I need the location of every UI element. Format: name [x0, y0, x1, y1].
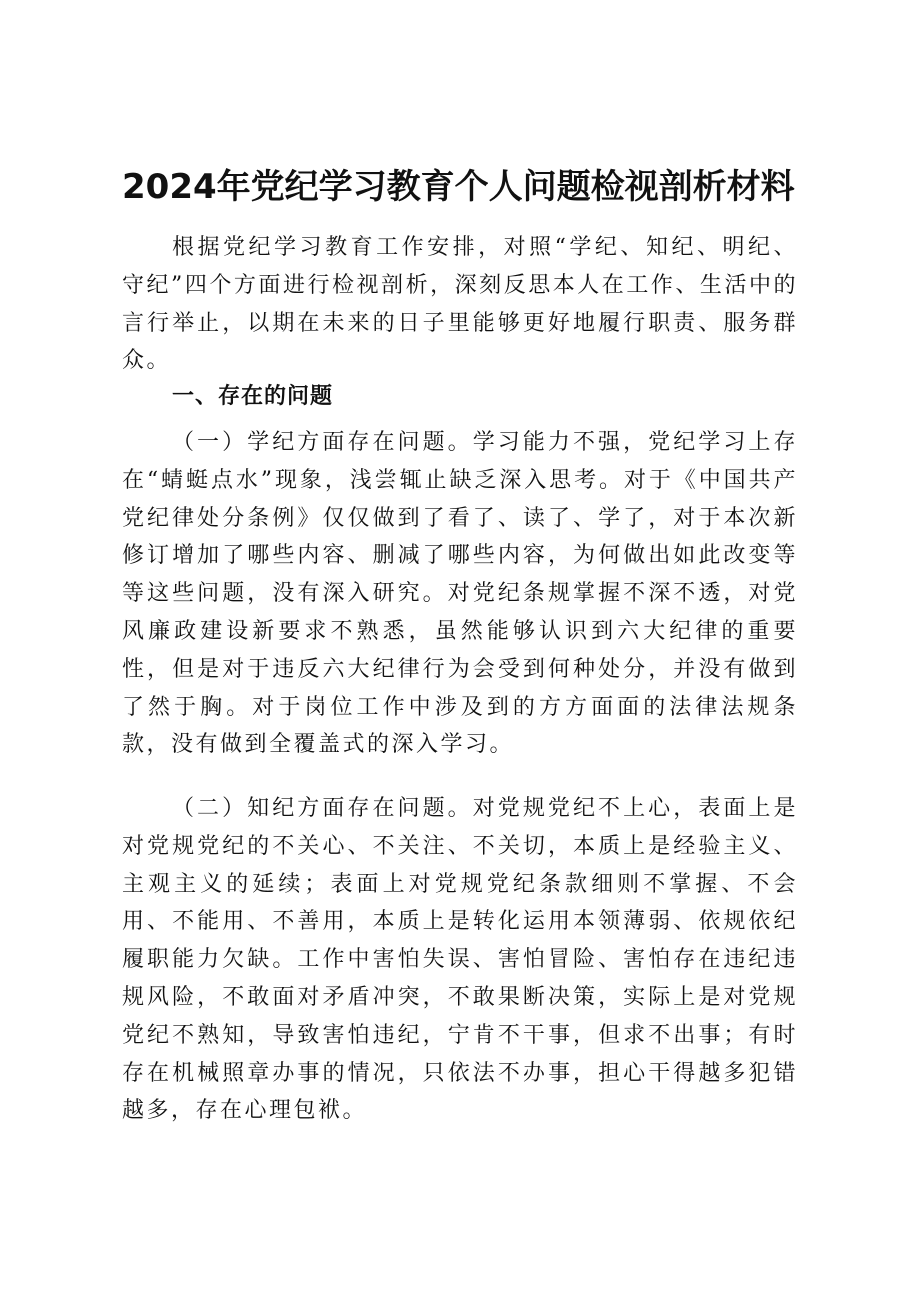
- section-heading: 一、存在的问题: [172, 384, 334, 409]
- paragraph-know-discipline: （二）知纪方面存在问题。对党规党纪不上心，表面上是对党规党纪的不关心、不关注、不关切，本质上是经验主义、主观主义的延续；表面上对党规党纪条款细则不掌握、不会用、不能用、不善用，本质上是转化运用本领薄弱、依规依纪履职能力欠缺。工作中害怕失误、害怕冒险、害怕存在违纪违规风险，不敢面对矛盾冲突，不敢果断决策，实际上是对党规党纪不熟知，导致害怕违纪，宁肯不干事，但求不出事；有时存在机械照章办事的情况，只依法不办事，担心干得越多犯错越多，存在心理包袱。: [122, 796, 798, 1124]
- document-title: 2024年党纪学习教育个人问题检视剖析材料: [122, 167, 795, 207]
- intro-paragraph: 根据党纪学习教育工作安排，对照“学纪、知纪、明纪、守纪”四个方面进行检视剖析，深刻反思本人在工作、生活中的言行举止，以期在未来的日子里能够更好地履行职责、服务群众。: [122, 235, 798, 374]
- paragraph-study-discipline: （一）学纪方面存在问题。学习能力不强，党纪学习上存在“蜻蜓点水”现象，浅尝辄止缺乏深入思考。对于《中国共产党纪律处分条例》仅仅做到了看了、读了、学了，对于本次新修订增加了哪些内容、删减了哪些内容，为何做出如此改变等等这些问题，没有深入研究。对党纪条规掌握不深不透，对党风廉政建设新要求不熟悉，虽然能够认识到六大纪律的重要性，但是对于违反六大纪律行为会受到何种处分，并没有做到了然于胸。对于岗位工作中涉及到的方方面面的法律法规条款，没有做到全覆盖式的深入学习。: [122, 430, 798, 758]
